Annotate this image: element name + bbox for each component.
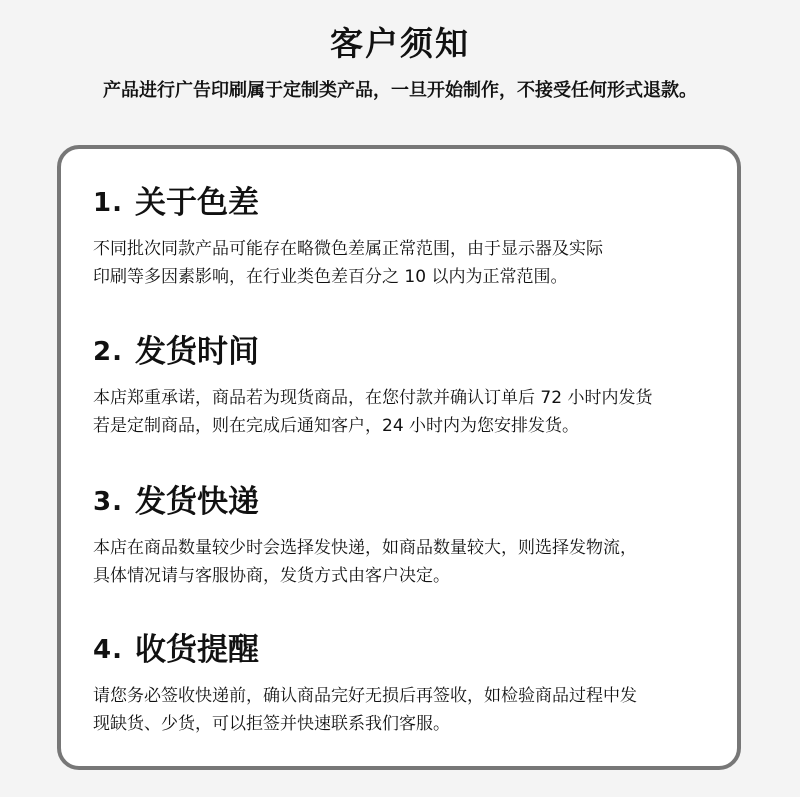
section-heading (93, 630, 733, 670)
section-body (93, 235, 733, 291)
section-number: 3. (93, 487, 123, 517)
section-title: 发货时间 (134, 334, 259, 370)
section-number: 4. (93, 635, 123, 665)
section-heading (93, 482, 733, 522)
notice-panel (57, 145, 741, 770)
body-line: 请您务必签收快递前，确认商品完好无损后再签收，如检验商品过程中发 (93, 686, 637, 706)
section-shipping-time (93, 332, 733, 440)
section-body (93, 384, 733, 440)
body-line: 不同批次同款产品可能存在略微色差属正常范围，由于显示器及实际 (93, 239, 603, 259)
section-title: 关于色差 (134, 185, 259, 221)
section-title: 收货提醒 (134, 632, 259, 668)
section-number: 2. (93, 337, 123, 367)
section-shipping-courier (93, 482, 733, 590)
section-title: 发货快递 (134, 484, 259, 520)
body-line: 具体情况请与客服协商，发货方式由客户决定。 (93, 566, 450, 586)
body-line: 本店郑重承诺，商品若为现货商品，在您付款并确认订单后 72 小时内发货 (93, 388, 653, 408)
section-body (93, 682, 733, 738)
body-line: 印刷等多因素影响，在行业类色差百分之 10 以内为正常范围。 (93, 267, 568, 287)
body-line: 若是定制商品，则在完成后通知客户，24 小时内为您安排发货。 (93, 416, 580, 436)
refund-notice: 产品进行广告印刷属于定制类产品，一旦开始制作，不接受任何形式退款。 (103, 80, 697, 101)
section-heading (93, 332, 733, 372)
section-body (93, 534, 733, 590)
section-delivery-reminder (93, 630, 733, 738)
section-color-difference (93, 183, 733, 291)
page-title: 客户须知 (330, 24, 470, 63)
section-number: 1. (93, 188, 123, 218)
body-line: 现缺货、少货，可以拒签并快速联系我们客服。 (93, 714, 450, 734)
section-heading (93, 183, 733, 223)
body-line: 本店在商品数量较少时会选择发快递，如商品数量较大，则选择发物流， (93, 538, 637, 558)
